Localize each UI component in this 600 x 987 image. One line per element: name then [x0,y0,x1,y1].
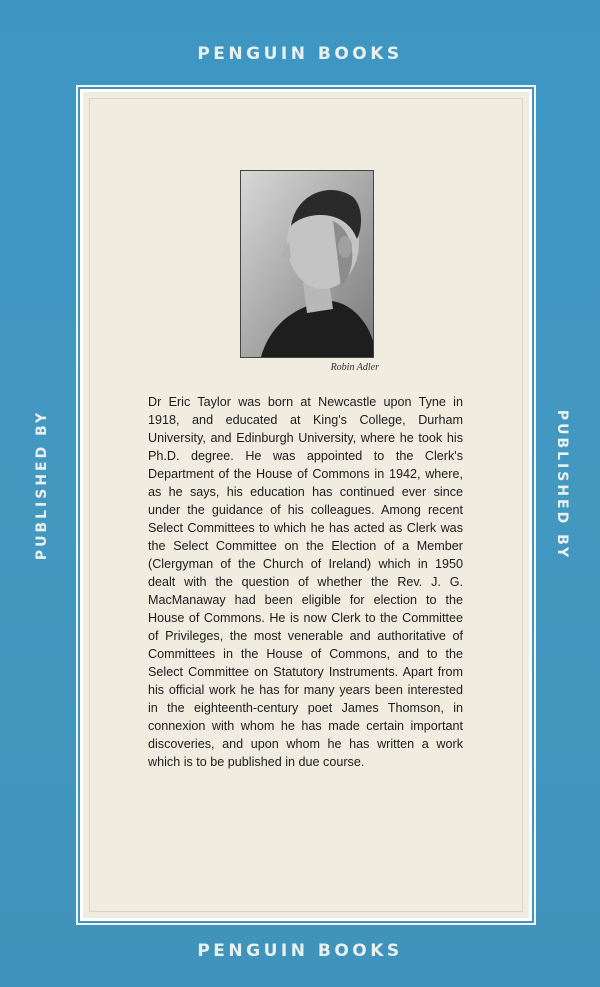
publisher-bottom-label: PENGUIN BOOKS [197,941,403,961]
photo-credit: Robin Adler [330,362,379,373]
publisher-top-label: PENGUIN BOOKS [197,44,403,64]
spine-label-right: PUBLISHED BY [554,409,570,561]
author-biography: Dr Eric Taylor was born at Newcastle upon Tyne in 1918, and educated at King's College, Durham University, and Edinburgh University, where he took his Ph.D. degree. He was appointed to the Clerk's Department of the House of Commons in 1942, where, as he says, his education has continued ever since under the guidance of his colleagues. Among recent Select Committees to which he has acted as Clerk was the Select Committee on the Election of a Member (Clergyman of the Church of Ireland) which in 1950 dealt with the question of whether the Rev. J. G. MacManaway had been eligible for election to the House of Commons. He is now Clerk to the Committee of Privileges, the most venerable and authoritative of Committees in the House of Commons, and to the Select Committee on Statutory Instruments. Apart from his official work he has for many years been interested in the eighteenth-century poet James Thomson, in connexion with whom he has made certain important discoveries, and upon whom he has written a work which is to be published in due course. [148,395,463,769]
author-photo [240,170,374,358]
author-panel [80,89,532,921]
author-portrait-image [241,171,373,357]
spine-label-left: PUBLISHED BY [34,409,50,561]
